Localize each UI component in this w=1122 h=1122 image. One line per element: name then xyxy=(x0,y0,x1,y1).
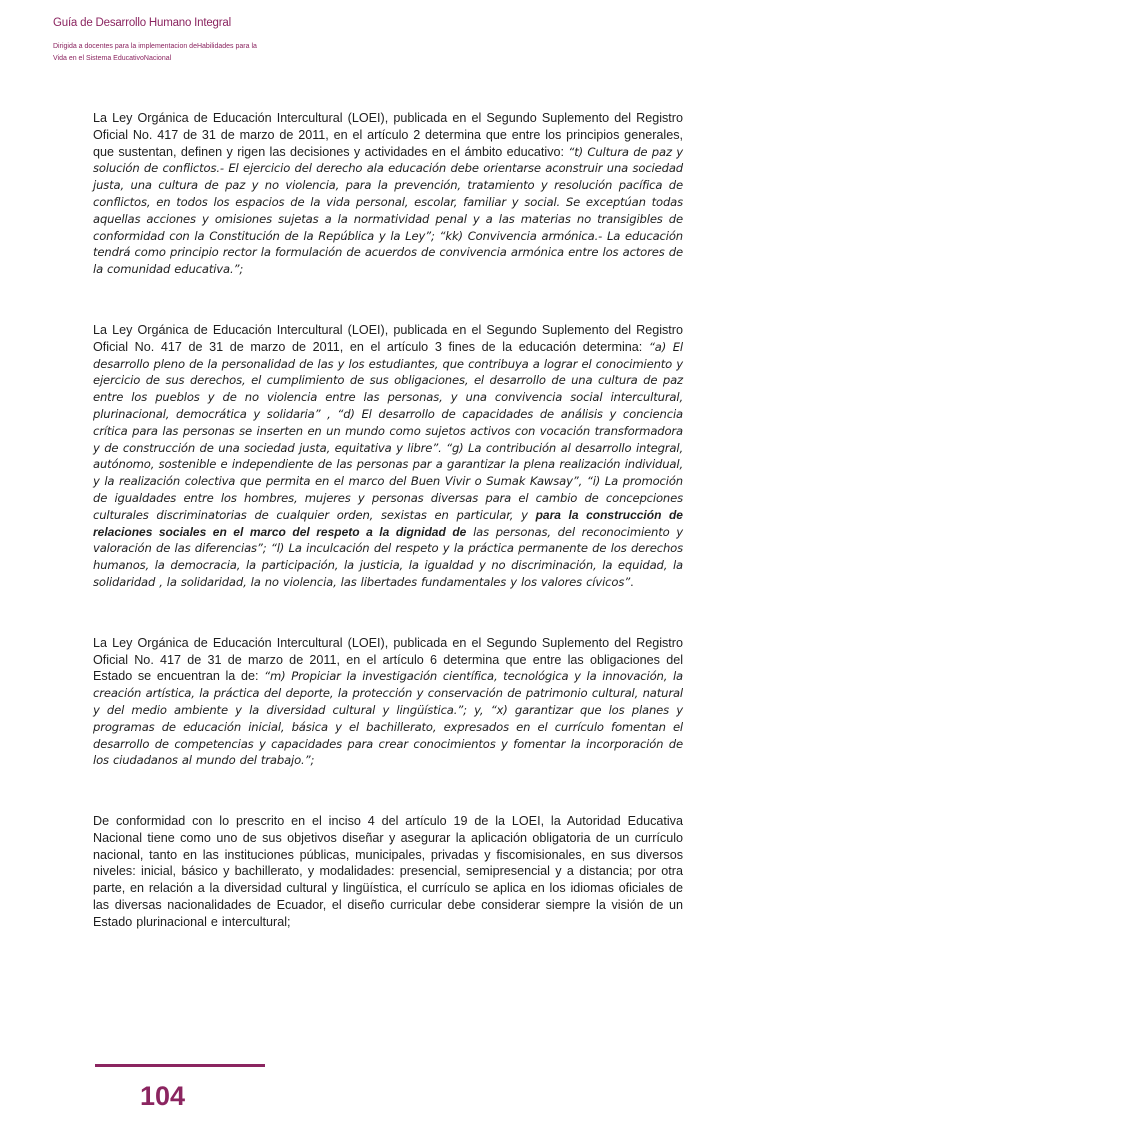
document-body xyxy=(93,110,683,931)
paragraph-article-2 xyxy=(93,110,683,278)
emphasized-law-text: para la construcción de relaciones sociales en el marco del respeto a la dignidad de xyxy=(93,507,683,539)
paragraph-article-19 xyxy=(93,813,683,931)
page-header xyxy=(53,17,373,65)
header-subtitle-line1: Dirigida a docentes para la implementacion deHabilidades para la xyxy=(53,43,257,50)
page-number: 104 xyxy=(140,1081,186,1111)
header-subtitle-line2: Vida en el Sistema EducativoNacional xyxy=(53,55,172,62)
paragraph-end: . xyxy=(630,574,634,589)
paragraph-text: La Ley Orgánica de Educación Intercultural (LOEI), publicada en el Segundo Suplemento del Registro Oficial No. 417 de 31 de marzo de 2011, en el artículo 6 determina que entre las obligaciones del Estado se encuentran la de: xyxy=(93,635,683,684)
paragraph-article-6 xyxy=(93,635,683,769)
quoted-law-text: las personas, del reconocimiento y valoración de las diferencias”; “l) La inculcación del respeto y la práctica permanente de los derechos humanos, la democracia, la participación, la justicia, la igualdad y no discriminación, la equidad, la solidaridad , la solidaridad, la no violencia, las libertades fundamentales y los valores cívicos” xyxy=(93,524,684,589)
paragraph-text: La Ley Orgánica de Educación Intercultural (LOEI), publicada en el Segundo Suplemento del Registro Oficial No. 417 de 31 de marzo de 2011, en el artículo 2 determina que entre los principios generales, que sustentan, definen y rigen las decisiones y actividades en el ámbito educativo: xyxy=(93,111,683,159)
header-title: Guía de Desarrollo Humano Integral xyxy=(53,17,231,29)
paragraph-text: La Ley Orgánica de Educación Intercultural (LOEI), publicada en el Segundo Suplemento del Registro Oficial No. 417 de 31 de marzo de 2011, en el artículo 3 fines de la educación determina: xyxy=(93,322,683,354)
footer-divider xyxy=(95,1064,265,1067)
paragraph-article-3 xyxy=(93,322,683,591)
quoted-law-text: “a) El desarrollo pleno de la personalidad de las y los estudiantes, que contribuya a lograr el conocimiento y ejercicio de sus derechos, el cumplimiento de sus obligaciones, el desarrollo de una cultura de paz entre los pueblos y de no violencia entre las personas, y una convivencia social intercultural, plurinacional, democrática y solidaria” , “d) El desarrollo de capacidades de análisis y conciencia crítica para las personas se inserten en un mundo como sujetos activos con vocación transformadora y de construcción de una sociedad justa, equitativa y libre”. “g) La contribución al desarrollo integral, autónomo, sostenible e independiente de las personas par a garantizar la plena realización individual, y la realización colectiva que permita en el marco del Buen Vivir o Sumak Kawsay”, “i) La promoción de igualdades entre los hombres, mujeres y personas diversas para el cambio de concepciones culturales discriminatorias de cualquier orden, sexistas en particular, y xyxy=(93,339,683,522)
header-subtitle xyxy=(53,41,373,65)
quoted-law-text: “m) Propiciar la investigación científica, tecnológica y la innovación, la creación artística, la práctica del deporte, la protección y conservación de patrimonio cultural, natural y del medio ambiente y la diversidad cultural y lingüística.”; y, “x) garantizar que los planes y programas de educación inicial, básica y el bachillerato, expresados en el currículo fomentan el desarrollo de competencias y capacidades para crear conocimientos y fomentar la incorporación de los ciudadanos al mundo del trabajo.”; xyxy=(93,669,683,768)
paragraph-text: De conformidad con lo prescrito en el inciso 4 del artículo 19 de la LOEI, la Autoridad Educativa Nacional tiene como uno de sus objetivos diseñar y asegurar la aplicación obligatoria de un currículo nacional, tanto en las instituciones públicas, municipales, privadas y fiscomisionales, en sus diversos niveles: inicial, básico y bachillerato, y modalidades: presencial, semipresencial y a distancia; por otra parte, en relación a la diversidad cultural y lingüística, el currículo se aplica en los idiomas oficiales de las diversas nacionalidades de Ecuador, el diseño curricular debe considerar siempre la visión de un Estado plurinacional e intercultural; xyxy=(93,814,683,929)
quoted-law-text: “t) Cultura de paz y solución de conflictos.- El ejercicio del derecho ala educación debe orientarse aconstruir una sociedad justa, una cultura de paz y no violencia, para la prevención, tratamiento y resolución pacífica de conflictos, en todos los espacios de la vida personal, escolar, familiar y social. Se exceptúan todas aquellas acciones y omisiones sujetas a la normatividad penal y a las materias no transigibles de conformidad con la Constitución de la República y la Ley”; “kk) Convivencia armónica.- La educación tendrá como principio rector la formulación de acuerdos de convivencia armónica entre los actores de la comunidad educativa.”; xyxy=(93,144,683,277)
